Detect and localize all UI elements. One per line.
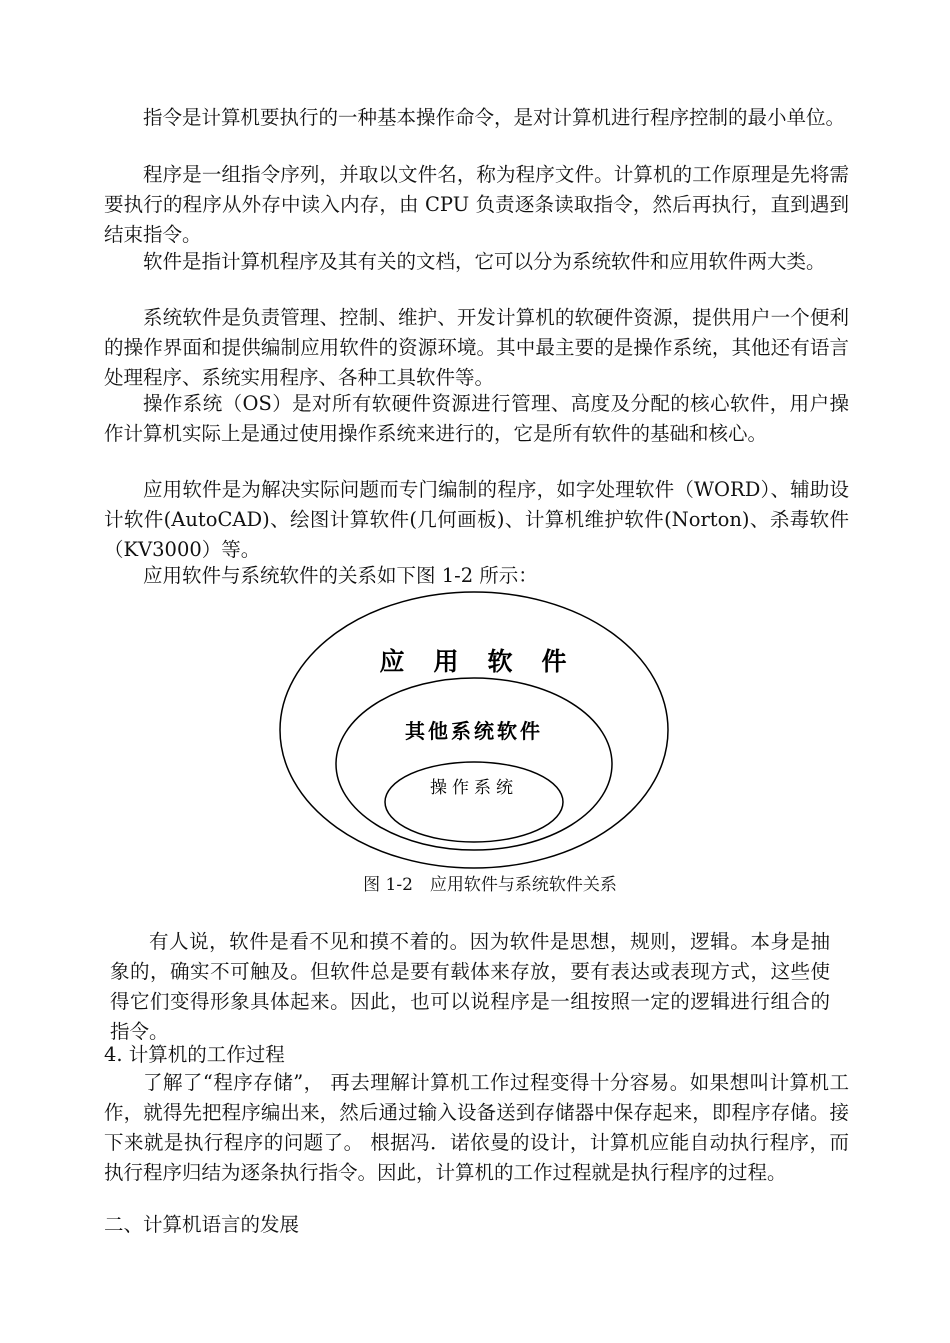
paragraph-instruction: 指令是计算机要执行的一种基本操作命令，是对计算机进行程序控制的最小单位。 <box>143 106 846 129</box>
heading-language-development: 二、计算机语言的发展 <box>104 1213 300 1236</box>
other-system-software-ellipse <box>336 678 612 850</box>
figure-caption: 图 1-2 应用软件与系统软件关系 <box>363 875 617 895</box>
operating-system-label: 操作系统 <box>430 778 518 798</box>
paragraph-application-software: 应用软件是为解决实际问题而专门编制的程序，如字处理软件（WORD）、辅助设计软件(AutoCAD)、绘图计算软件(几何画板)、计算机维护软件(Norton)、杀毒软件（KV3000）等。 <box>104 478 849 561</box>
paragraph-program: 程序是一组指令序列，并取以文件名，称为程序文件。计算机的工作原理是先将需要执行的程序从外存中读入内存，由 CPU 负责逐条读取指令，然后再执行，直到遇到结束指令。 <box>104 163 849 246</box>
heading-working-process: 4. 计算机的工作过程 <box>104 1043 285 1066</box>
paragraph-operating-system: 操作系统（OS）是对所有软硬件资源进行管理、高度及分配的核心软件，用户操作计算机实际上是通过使用操作系统来进行的，它是所有软件的基础和核心。 <box>104 392 849 445</box>
operating-system-ellipse <box>385 762 563 842</box>
software-relationship-diagram <box>276 588 672 878</box>
paragraph-software: 软件是指计算机程序及其有关的文档，它可以分为系统软件和应用软件两大类。 <box>143 250 826 273</box>
paragraph-figure-intro: 应用软件与系统软件的关系如下图 1-2 所示： <box>143 564 538 587</box>
paragraph-software-abstract: 有人说，软件是看不见和摸不着的。因为软件是思想，规则，逻辑。本身是抽象的，确实不可触及。但软件总是要有载体来存放，要有表达或表现方式，这些使得它们变得形象具体起来。因此，也可以说程序是一组按照一定的逻辑进行组合的指令。 <box>110 930 830 1043</box>
other-system-software-label: 其他系统软件 <box>405 719 543 743</box>
paragraph-system-software: 系统软件是负责管理、控制、维护、开发计算机的软硬件资源，提供用户一个便利的操作界面和提供编制应用软件的资源环境。其中最主要的是操作系统，其他还有语言处理程序、系统实用程序、各种工具软件等。 <box>104 306 849 389</box>
paragraph-working-process: 了解了“程序存储”， 再去理解计算机工作过程变得十分容易。如果想叫计算机工作，就得先把程序编出来，然后通过输入设备送到存储器中保存起来，即程序存储。接下来就是执行程序的问题了。 根据冯．诺依曼的设计，计算机应能自动执行程序，而执行程序归结为逐条执行指令。因此，计算机的工作过程就是执行程序的过程。 <box>104 1071 849 1184</box>
application-software-label: 应 用 软 件 <box>379 647 569 676</box>
